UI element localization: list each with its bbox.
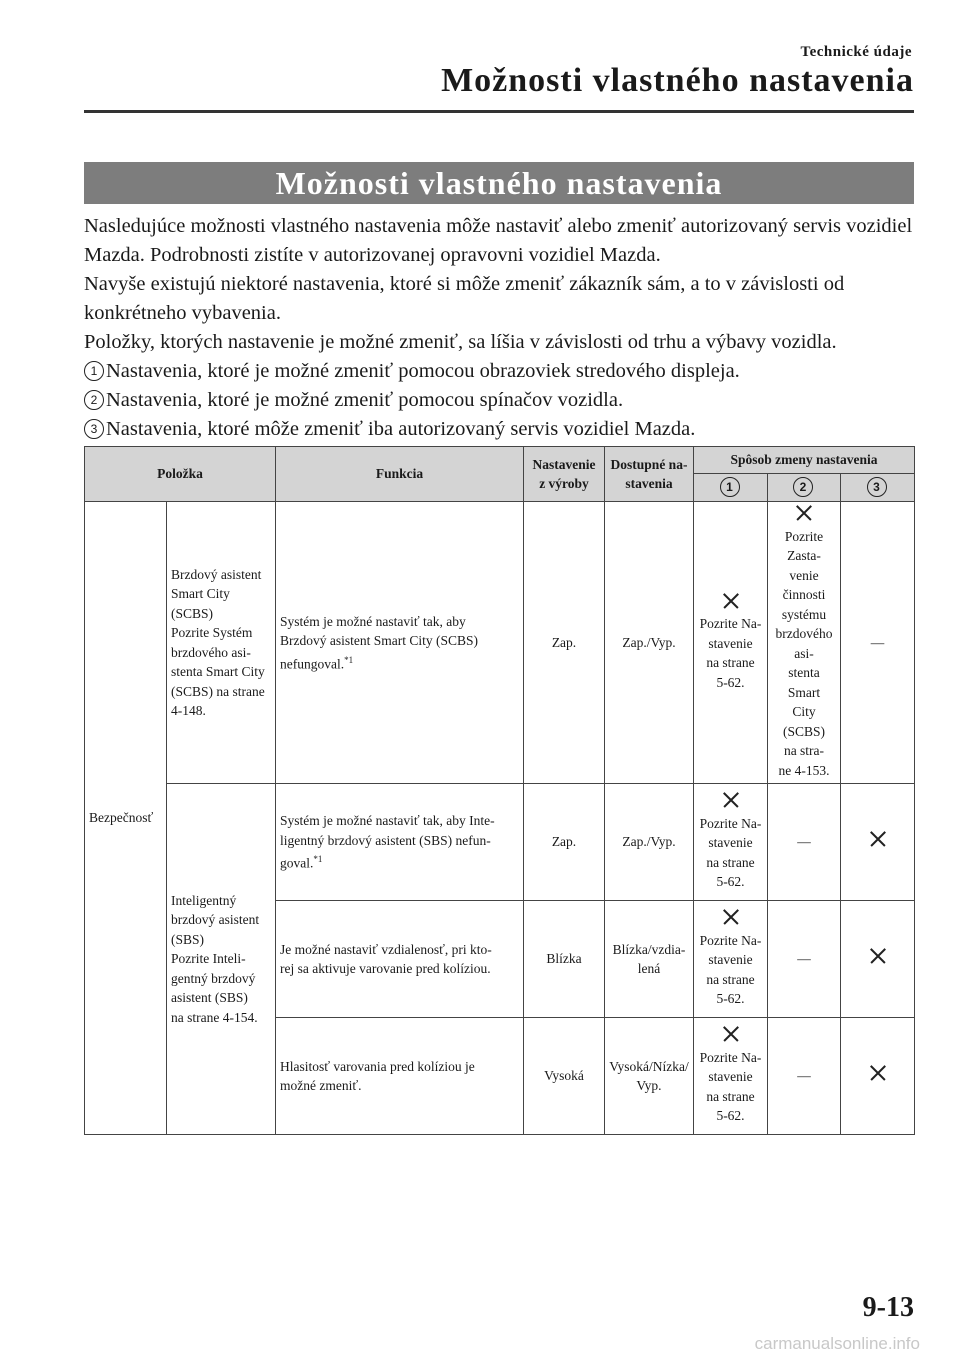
table-row <box>85 502 915 784</box>
method-3-cell <box>841 901 915 1018</box>
cross-icon <box>723 593 739 609</box>
cross-icon <box>723 792 739 808</box>
circled-number-icon: 2 <box>84 390 104 410</box>
function-cell: Systém je možné nastaviť tak, aby Inte- ligentný brzdový asistent (SBS) nefun- goval.$^{*1}$ <box>276 784 524 901</box>
intro-paragraph: Navyše existujú niektoré nastavenia, ktoré si môže zmeniť zákazník sám, a to v závislosti od konkrétneho vybavenia. <box>84 273 845 324</box>
method-1-cell: Pozrite Na- stavenie na strane 5-62. <box>694 502 768 784</box>
available-cell: Blízka/vzdia- lená <box>605 901 694 1018</box>
table-header-row <box>85 447 915 474</box>
factory-cell: Blízka <box>524 901 605 1018</box>
method-1-cell: Pozrite Na- stavenie na strane 5-62. <box>694 1018 768 1135</box>
available-cell: Zap./Vyp. <box>605 502 694 784</box>
circled-number-icon: 3 <box>867 477 887 497</box>
col-header-method-2 <box>768 473 841 502</box>
circled-number-icon: 1 <box>720 477 740 497</box>
category-cell: Bezpečnosť <box>85 502 167 1135</box>
method-1-cell: Pozrite Na- stavenie na strane 5-62. <box>694 784 768 901</box>
method-2-cell: — <box>768 901 841 1018</box>
available-cell: Vysoká/Nízka/ Vyp. <box>605 1018 694 1135</box>
customization-table <box>84 446 915 1135</box>
cross-icon <box>723 1026 739 1042</box>
note-3: 3 Nastavenia, ktoré môže zmeniť iba autorizovaný servis vozidiel Mazda. <box>84 415 924 444</box>
circled-number-icon: 2 <box>793 477 813 497</box>
method-3-cell: — <box>841 502 915 784</box>
header-rule <box>84 110 914 113</box>
function-cell: Hlasitosť varovania pred kolíziou je možné zmeniť. <box>276 1018 524 1135</box>
method-3-cell <box>841 1018 915 1135</box>
col-header-method: Spôsob zmeny nastavenia <box>694 447 915 474</box>
cross-icon <box>870 948 886 964</box>
col-header-method-3 <box>841 473 915 502</box>
section-banner: Možnosti vlastného nastavenia <box>84 162 914 204</box>
page-number: 9-13 <box>862 1292 914 1323</box>
intro-text <box>84 212 924 444</box>
col-header-item: Položka <box>85 447 276 502</box>
col-header-method-1 <box>694 473 768 502</box>
col-header-function: Funkcia <box>276 447 524 502</box>
method-2-cell: — <box>768 1018 841 1135</box>
available-cell: Zap./Vyp. <box>605 784 694 901</box>
function-cell: Systém je možné nastaviť tak, aby Brzdový asistent Smart City (SCBS) nefungoval.$^{*1}$ <box>276 502 524 784</box>
cross-icon <box>870 1065 886 1081</box>
watermark: carmanualsonline.info <box>754 1334 920 1353</box>
col-header-available: Dostupné na- stavenia <box>605 447 694 502</box>
cross-icon <box>796 505 812 521</box>
footnote-mark: *1 <box>344 654 354 665</box>
cross-icon <box>870 831 886 847</box>
circled-number-icon: 3 <box>84 419 104 439</box>
method-1-cell: Pozrite Na- stavenie na strane 5-62. <box>694 901 768 1018</box>
method-2-cell: Pozrite Zasta- venie činnosti systému brzdového asi- stenta Smart City (SCBS) na stra- ne 4-153. <box>768 502 841 784</box>
circled-number-icon: 1 <box>84 361 104 381</box>
table-row <box>85 784 915 901</box>
function-cell: Je možné nastaviť vzdialenosť, pri kto- rej sa aktivuje varovanie pred kolíziou. <box>276 901 524 1018</box>
factory-cell: Zap. <box>524 502 605 784</box>
header-section: Technické údaje <box>800 44 912 60</box>
col-header-factory: Nastavenie z výroby <box>524 447 605 502</box>
intro-paragraph: Položky, ktorých nastavenie je možné zmeniť, sa líšia v závislosti od trhu a výbavy vozidla. <box>84 331 837 353</box>
method-3-cell <box>841 784 915 901</box>
header-title: Možnosti vlastného nastavenia <box>441 62 914 99</box>
intro-paragraph: Nasledujúce možnosti vlastného nastavenia môže nastaviť alebo zmeniť autorizovaný servis vozidiel Mazda. Podrobnosti zistíte v autorizovanej opravovni vozidiel Mazda. <box>84 215 913 266</box>
footnote-mark: *1 <box>313 854 323 864</box>
feature-cell: Inteligentný brzdový asistent (SBS) Pozrite Inteli- gentný brzdový asistent (SBS) na strane 4-154. <box>167 784 276 1135</box>
factory-cell: Vysoká <box>524 1018 605 1135</box>
cross-icon <box>723 909 739 925</box>
method-2-cell: — <box>768 784 841 901</box>
feature-cell: Brzdový asistent Smart City (SCBS) Pozrite Systém brzdového asi- stenta Smart City (SCBS) na strane 4-148. <box>167 502 276 784</box>
note-1: 1 Nastavenia, ktoré je možné zmeniť pomocou obrazoviek stredového displeja. <box>84 357 924 386</box>
factory-cell: Zap. <box>524 784 605 901</box>
note-2: 2 Nastavenia, ktoré je možné zmeniť pomocou spínačov vozidla. <box>84 386 924 415</box>
